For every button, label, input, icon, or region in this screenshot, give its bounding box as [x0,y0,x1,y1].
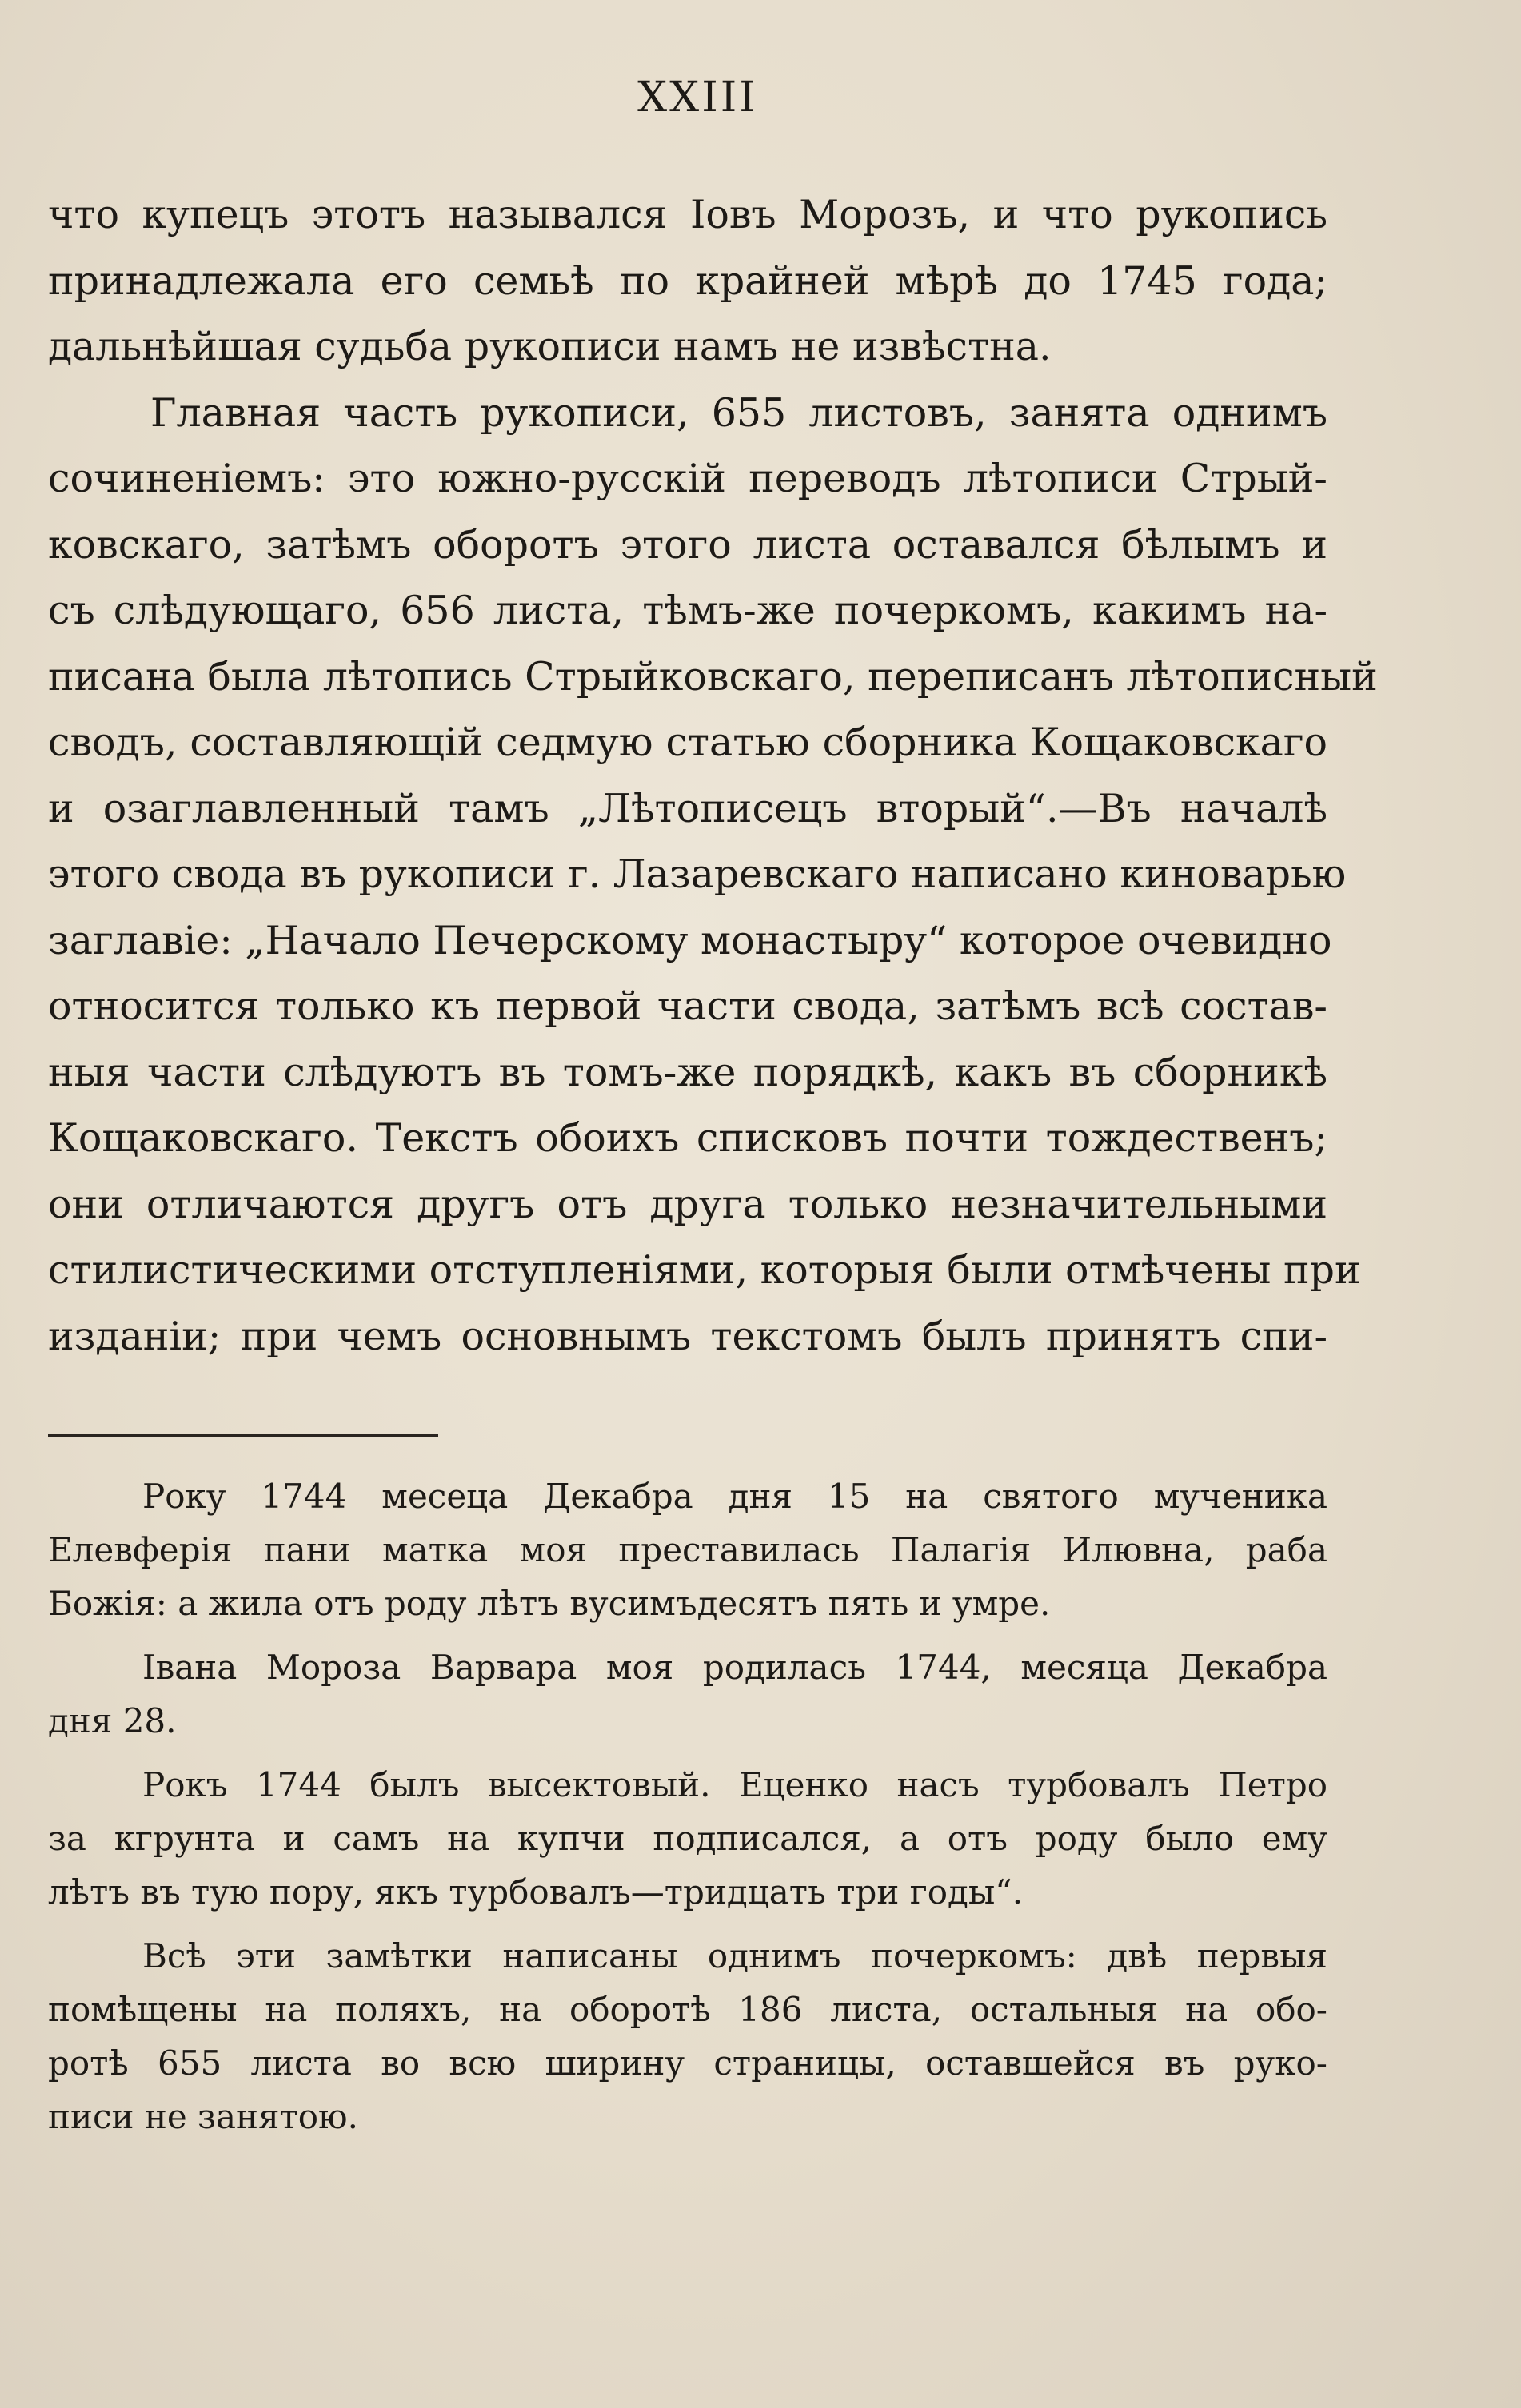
text-line: изданіи; при чемъ основнымъ текстомъ былъ принятъ спи- [48,1313,1327,1359]
footnote-paragraph [48,1758,1327,1919]
text-line: что купецъ этотъ назывался Іовъ Морозъ, и что рукопись [48,192,1327,237]
text-line: заглавіе: „Начало Печерскому монастыру“ которое очевидно [48,917,1332,963]
text-line: Кощаковскаго. Текстъ обоихъ списковъ почти тождественъ; [48,1115,1327,1161]
text-line: съ слѣдующаго, 656 листа, тѣмъ-же почеркомъ, какимъ на- [48,588,1327,633]
text-line: сводъ, составляющій седмую статью сборника Кощаковскаго [48,720,1327,765]
text-line: и озаглавленный тамъ „Лѣтописецъ вторый“.—Въ началѣ [48,785,1327,831]
footnote-line: ротѣ 655 листа во всю ширину страницы, оставшейся въ руко- [48,2043,1327,2083]
footnote-separator [48,1434,438,1437]
text-line: писана была лѣтопись Стрыйковскаго, переписанъ лѣтописный [48,653,1378,700]
text-line: принадлежала его семьѣ по крайней мѣрѣ до 1745 года; [48,257,1327,304]
footnote-line: писи не занятою. [48,2097,358,2136]
page-number: XXIII [637,74,758,122]
footnote-paragraph [48,1641,1327,1748]
footnote-line: Року 1744 месеца Декабра дня 15 на святого мученика [142,1477,1327,1516]
text-line: относится только къ первой части свода, затѣмъ всѣ состав- [48,983,1327,1029]
footnote-line: Елевферія пани матка моя преставилась Палагія Илювна, раба [48,1530,1327,1569]
text-line: они отличаются другъ отъ друга только незначительными [48,1181,1327,1227]
footnote-line: помѣщены на поляхъ, на оборотѣ 186 листа, остальныя на обо- [48,1990,1327,2029]
footnote-line: дня 28. [48,1701,177,1740]
text-line: ковскаго, затѣмъ оборотъ этого листа оставался бѣлымъ и [48,521,1327,568]
main-text [48,182,1378,1369]
footnote-paragraph [48,1469,1327,1630]
footnote-paragraph [48,1929,1327,2143]
text-line: стилистическими отступленіями, которыя были отмѣчены при [48,1247,1361,1293]
footnote-line: Івана Мороза Варвара моя родилась 1744, месяца Декабра [142,1648,1327,1687]
footnote-line: Божія: а жила отъ роду лѣтъ вусимъдесятъ пять и умре. [48,1584,1051,1623]
footnote-line: Всѣ эти замѣтки написаны однимъ почеркомъ: двѣ первыя [142,1936,1327,1975]
footnotes [48,1469,1327,2154]
text-line: сочиненіемъ: это южно-русскій переводъ лѣтописи Стрый- [48,456,1327,501]
text-line: ныя части слѣдуютъ въ томъ-же порядкѣ, какъ въ сборникѣ [48,1049,1327,1095]
text-line: Главная часть рукописи, 655 листовъ, занята однимъ [150,389,1327,436]
footnote-line: лѣтъ въ тую пору, якъ турбовалъ—тридцать три годы“. [48,1872,1024,1912]
text-line: дальнѣйшая судьба рукописи намъ не извѣстна. [48,324,1052,369]
footnote-line: Рокъ 1744 былъ высектовый. Еценко насъ турбовалъ Петро [142,1765,1327,1804]
footnote-line: за кгрунта и самъ на купчи подписался, а отъ роду было ему [48,1819,1327,1858]
text-line: этого свода въ рукописи г. Лазаревскаго написано киноварью [48,851,1347,897]
